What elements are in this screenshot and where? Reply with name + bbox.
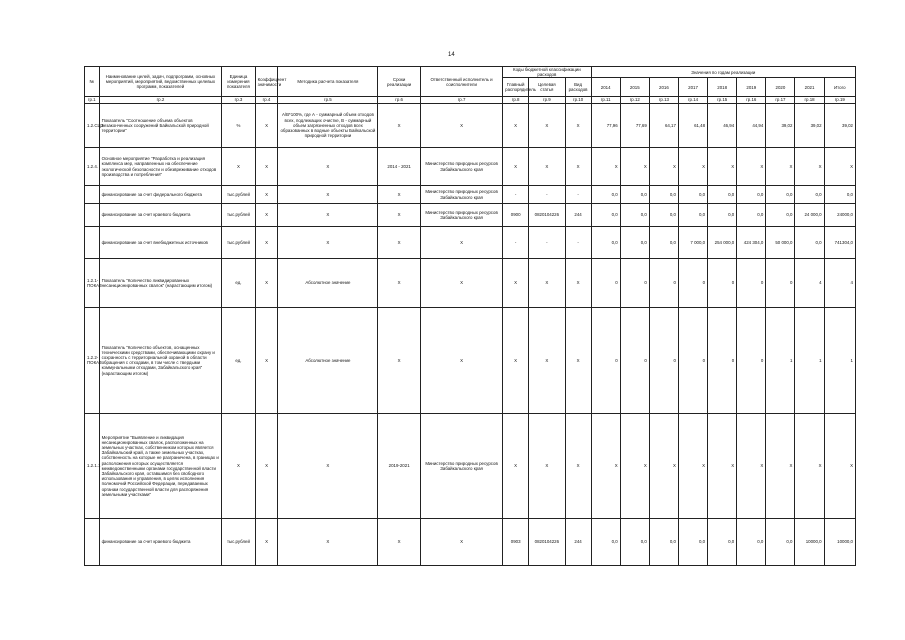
row-year-value: 0,0 bbox=[708, 185, 737, 203]
row-total: 39,02 bbox=[824, 103, 855, 148]
table-row bbox=[85, 204, 856, 226]
row-vr: Х bbox=[565, 259, 591, 308]
row-total: Х bbox=[824, 413, 855, 519]
row-year-value: Х bbox=[737, 413, 766, 519]
row-year-value: 0 bbox=[708, 307, 737, 413]
row-year-value: Х bbox=[620, 413, 649, 519]
header-budget-group: Коды бюджетной классификации расходов bbox=[503, 67, 591, 78]
row-year-value: 0,0 bbox=[795, 226, 824, 259]
table-row bbox=[85, 185, 856, 203]
row-kcsr: Х bbox=[529, 413, 565, 519]
row-year-value: Х bbox=[620, 148, 649, 186]
row-period: Х bbox=[378, 103, 421, 148]
row-number: 1.2.СЦЗ bbox=[85, 103, 100, 148]
table-body bbox=[85, 103, 856, 565]
row-number: 1.2.1-ПОКАЗ bbox=[85, 259, 100, 308]
row-number bbox=[85, 185, 100, 203]
row-year-value: 4 bbox=[795, 259, 824, 308]
row-vr: 244 bbox=[565, 204, 591, 226]
column-number: гр.16 bbox=[737, 97, 766, 103]
table-row bbox=[85, 259, 856, 308]
row-year-value: 46,94 bbox=[708, 103, 737, 148]
row-coefficient: Х bbox=[255, 103, 278, 148]
row-kcsr: 0820104226 bbox=[529, 204, 565, 226]
row-total: 741304,0 bbox=[824, 226, 855, 259]
row-coefficient: Х bbox=[255, 148, 278, 186]
row-coefficient: Х bbox=[255, 307, 278, 413]
row-year-value: Х bbox=[678, 413, 707, 519]
header-responsible: Ответственный исполнитель и соисполнители bbox=[420, 67, 502, 97]
header-total: Итого bbox=[824, 78, 855, 97]
row-vr: Х bbox=[565, 307, 591, 413]
row-grbs: Х bbox=[503, 307, 529, 413]
row-kcsr: Х bbox=[529, 259, 565, 308]
row-unit: ед. bbox=[222, 307, 255, 413]
row-year-value: Х bbox=[737, 148, 766, 186]
row-responsible: Х bbox=[420, 103, 502, 148]
column-number: гр.13 bbox=[649, 97, 678, 103]
row-name: финансирование за счет федерального бюджета bbox=[99, 185, 222, 203]
row-grbs: Х bbox=[503, 259, 529, 308]
row-year-value: 0,0 bbox=[795, 185, 824, 203]
row-grbs: 0903 bbox=[503, 519, 529, 566]
row-unit: ед. bbox=[222, 259, 255, 308]
row-year-value: Х bbox=[591, 148, 620, 186]
row-year-value: 0 bbox=[620, 259, 649, 308]
row-responsible: Министерство природных ресурсов Забайкальского края bbox=[420, 413, 502, 519]
row-year-value: 0,0 bbox=[591, 519, 620, 566]
row-vr: Х bbox=[565, 148, 591, 186]
row-year-value: 0,0 bbox=[678, 204, 707, 226]
row-method: Х bbox=[278, 519, 378, 566]
row-year-value: 0,0 bbox=[737, 519, 766, 566]
row-year-value: 0,0 bbox=[649, 226, 678, 259]
row-year-value: 0 bbox=[678, 259, 707, 308]
column-number: гр.8 bbox=[503, 97, 529, 103]
row-year-value: 77,69 bbox=[620, 103, 649, 148]
row-number bbox=[85, 204, 100, 226]
row-responsible: Х bbox=[420, 226, 502, 259]
row-year-value: 0,0 bbox=[708, 519, 737, 566]
row-year-value: Х bbox=[795, 413, 824, 519]
row-total: 4 bbox=[824, 259, 855, 308]
row-year-value: 0 bbox=[649, 259, 678, 308]
table-row bbox=[85, 519, 856, 566]
row-name: Показатель "Количество ликвидированных несанкционированных свалок" (нарастающим итогом) bbox=[99, 259, 222, 308]
program-table bbox=[84, 66, 856, 566]
header-vr: Вид расходов bbox=[565, 78, 591, 97]
row-name: Показатель "Соотношение объема объектов незаконченных сооружений Байкальской природной территории" bbox=[99, 103, 222, 148]
row-year-value: Х bbox=[766, 148, 795, 186]
header-year: 2021 bbox=[795, 78, 824, 97]
row-year-value: 0 bbox=[766, 259, 795, 308]
row-year-value: 61,48 bbox=[678, 103, 707, 148]
row-responsible: Х bbox=[420, 519, 502, 566]
row-grbs: - bbox=[503, 185, 529, 203]
row-number: 1.2.2-ПОКАЗ bbox=[85, 307, 100, 413]
header-year: 2018 bbox=[708, 78, 737, 97]
column-number: гр.1 bbox=[85, 97, 100, 103]
row-number bbox=[85, 519, 100, 566]
row-year-value: 254 000,0 bbox=[708, 226, 737, 259]
row-grbs: Х bbox=[503, 413, 529, 519]
row-year-value: 0,0 bbox=[737, 185, 766, 203]
row-method: Абсолютное значение bbox=[278, 259, 378, 308]
row-method: Х bbox=[278, 185, 378, 203]
row-name: финансирование за счет внебюджетных источников bbox=[99, 226, 222, 259]
row-year-value: 0,0 bbox=[678, 519, 707, 566]
row-method: Х bbox=[278, 226, 378, 259]
row-year-value: 10000,0 bbox=[795, 519, 824, 566]
page-number: 14 bbox=[448, 52, 455, 58]
header-year: 2020 bbox=[766, 78, 795, 97]
header-kcsr: Целевая статья bbox=[529, 78, 565, 97]
row-year-value: 77,96 bbox=[591, 103, 620, 148]
column-number: гр.12 bbox=[620, 97, 649, 103]
row-method: Х bbox=[278, 204, 378, 226]
row-year-value: 39,02 bbox=[795, 103, 824, 148]
row-year-value: 0,0 bbox=[620, 226, 649, 259]
row-year-value: 0 bbox=[591, 307, 620, 413]
row-period: 2019-2021 bbox=[378, 413, 421, 519]
row-period: Х bbox=[378, 307, 421, 413]
row-unit: тыс.рублей bbox=[222, 226, 255, 259]
row-kcsr: - bbox=[529, 185, 565, 203]
row-unit: тыс.рублей bbox=[222, 519, 255, 566]
header-period: Сроки реализации bbox=[378, 67, 421, 97]
row-year-value: Х bbox=[766, 413, 795, 519]
header-name: Наименование целей, задач, подпрограмм, основных мероприятий, мероприятий, ведомственных целевых программ, показателей bbox=[99, 67, 222, 97]
row-period: Х bbox=[378, 204, 421, 226]
row-period: 2014 - 2021 bbox=[378, 148, 421, 186]
column-number: гр.10 bbox=[565, 97, 591, 103]
row-method: Абсолютное значение bbox=[278, 307, 378, 413]
row-unit: % bbox=[222, 103, 255, 148]
table-row bbox=[85, 413, 856, 519]
row-kcsr: - bbox=[529, 226, 565, 259]
table-header bbox=[85, 67, 856, 104]
row-year-value: 0 bbox=[620, 307, 649, 413]
row-number: 1.2.1.1 bbox=[85, 413, 100, 519]
row-kcsr: Х bbox=[529, 103, 565, 148]
row-kcsr: Х bbox=[529, 307, 565, 413]
row-name: Мероприятие "Выявление и ликвидация несанкционированных свалок, расположенных на земельных участках, собственником которых является Забайкальский край, а также земельных участках, собственность на которые не разграничена, в границах и расположения которых осуществляется межведомственными органами государственной власти Забайкальского края, оставшимся без свободного использования и управления, в целях исполнения полномочий Российской Федерации, передаваемых органам государственной власти для распоряжения земельными участками" bbox=[99, 413, 222, 519]
header-num: № bbox=[85, 67, 100, 97]
row-year-value: 0,0 bbox=[708, 204, 737, 226]
row-total: Х bbox=[824, 148, 855, 186]
column-number: гр.11 bbox=[591, 97, 620, 103]
table-row bbox=[85, 226, 856, 259]
row-number: 1.2.4. bbox=[85, 148, 100, 186]
row-method: Х bbox=[278, 413, 378, 519]
row-unit: Х bbox=[222, 413, 255, 519]
row-period: Х bbox=[378, 519, 421, 566]
column-number: гр.2 bbox=[99, 97, 222, 103]
row-unit: Х bbox=[222, 148, 255, 186]
header-year: 2014 bbox=[591, 78, 620, 97]
column-number: гр.6 bbox=[378, 97, 421, 103]
row-responsible: Министерство природных ресурсов Забайкальского края bbox=[420, 148, 502, 186]
header-values-group: Значения по годам реализации bbox=[591, 67, 855, 78]
row-year-value: Х bbox=[708, 413, 737, 519]
row-year-value: Х bbox=[649, 148, 678, 186]
row-total: 1 bbox=[824, 307, 855, 413]
row-year-value: 1 bbox=[795, 307, 824, 413]
row-year-value: 0 bbox=[737, 307, 766, 413]
header-year: 2019 bbox=[737, 78, 766, 97]
row-coefficient: Х bbox=[255, 259, 278, 308]
row-vr: Х bbox=[565, 103, 591, 148]
column-number: гр.7 bbox=[420, 97, 502, 103]
row-vr: 244 bbox=[565, 519, 591, 566]
row-year-value: 0 bbox=[678, 307, 707, 413]
column-number: гр.18 bbox=[795, 97, 824, 103]
table-row bbox=[85, 103, 856, 148]
row-year-value: Х bbox=[591, 413, 620, 519]
row-name: Показатель "Количество объектов, оснащенных техническими средствами, обеспечивающими охрану и сохранность с территориальной охраной в области обращения с отходами, в том числе с твердыми коммунальными отходами, Забайкальского края" (нарастающим итогом) bbox=[99, 307, 222, 413]
row-vr: - bbox=[565, 226, 591, 259]
row-coefficient: Х bbox=[255, 204, 278, 226]
row-responsible: Х bbox=[420, 307, 502, 413]
row-year-value: 0,0 bbox=[678, 185, 707, 203]
row-period: Х bbox=[378, 185, 421, 203]
row-vr: Х bbox=[565, 413, 591, 519]
row-year-value: 0,0 bbox=[766, 519, 795, 566]
row-method: Х bbox=[278, 148, 378, 186]
row-year-value: 0 bbox=[591, 259, 620, 308]
row-year-value: 0,0 bbox=[649, 519, 678, 566]
row-grbs: 0900 bbox=[503, 204, 529, 226]
column-number: гр.4 bbox=[255, 97, 278, 103]
row-responsible: Х bbox=[420, 259, 502, 308]
row-year-value: 50 000,0 bbox=[766, 226, 795, 259]
row-year-value: 0,0 bbox=[620, 204, 649, 226]
row-unit: тыс.рублей bbox=[222, 204, 255, 226]
row-year-value: 1 bbox=[766, 307, 795, 413]
row-name: Основное мероприятие "Разработка и реализация комплекса мер, направленных на обеспечение экологической безопасности и обезвреживание отходов производства и потребления" bbox=[99, 148, 222, 186]
row-number bbox=[85, 226, 100, 259]
column-number: гр.9 bbox=[529, 97, 565, 103]
row-name: финансирование за счет краевого бюджета bbox=[99, 204, 222, 226]
row-year-value: 0,0 bbox=[591, 185, 620, 203]
row-year-value: 64,17 bbox=[649, 103, 678, 148]
row-year-value: Х bbox=[649, 413, 678, 519]
row-grbs: Х bbox=[503, 148, 529, 186]
row-year-value: 0,0 bbox=[591, 226, 620, 259]
row-coefficient: Х bbox=[255, 413, 278, 519]
header-method: Методика расчета показателя bbox=[278, 67, 378, 97]
row-year-value: 7 000,0 bbox=[678, 226, 707, 259]
column-number: гр.17 bbox=[766, 97, 795, 103]
row-kcsr: Х bbox=[529, 148, 565, 186]
header-year: 2015 bbox=[620, 78, 649, 97]
row-period: Х bbox=[378, 259, 421, 308]
row-year-value: 0,0 bbox=[766, 185, 795, 203]
row-coefficient: Х bbox=[255, 519, 278, 566]
row-year-value: 0 bbox=[737, 259, 766, 308]
row-grbs: Х bbox=[503, 103, 529, 148]
column-number: гр.14 bbox=[678, 97, 707, 103]
table-row bbox=[85, 148, 856, 186]
row-coefficient: Х bbox=[255, 185, 278, 203]
row-kcsr: 0820104226 bbox=[529, 519, 565, 566]
row-year-value: 0,0 bbox=[649, 204, 678, 226]
row-year-value: 0,0 bbox=[620, 185, 649, 203]
row-name: финансирование за счет краевого бюджета bbox=[99, 519, 222, 566]
row-year-value: 0,0 bbox=[591, 204, 620, 226]
column-number: гр.5 bbox=[278, 97, 378, 103]
row-coefficient: Х bbox=[255, 226, 278, 259]
row-method: А/В*100%, где А - суммарный объем отходов всех, подлежащих очистке, В - суммарный объем загрязненных отходов всех образованных в водные объекты Байкальской природной территории bbox=[278, 103, 378, 148]
row-total: 10000,0 bbox=[824, 519, 855, 566]
header-unit: Единица измерения показателя bbox=[222, 67, 255, 97]
row-responsible: Министерство природных ресурсов Забайкальского края bbox=[420, 185, 502, 203]
column-number: гр.15 bbox=[708, 97, 737, 103]
row-grbs: - bbox=[503, 226, 529, 259]
row-year-value: Х bbox=[795, 148, 824, 186]
row-year-value: 0,0 bbox=[620, 519, 649, 566]
row-responsible: Министерство природных ресурсов Забайкальского края bbox=[420, 204, 502, 226]
table-row bbox=[85, 307, 856, 413]
row-year-value: 0,0 bbox=[737, 204, 766, 226]
row-vr: - bbox=[565, 185, 591, 203]
row-unit: тыс.рублей bbox=[222, 185, 255, 203]
header-year: 2016 bbox=[649, 78, 678, 97]
header-coef: Коэффициент значимости bbox=[255, 67, 278, 97]
row-year-value: 424 304,0 bbox=[737, 226, 766, 259]
row-year-value: Х bbox=[678, 148, 707, 186]
row-total: 0,0 bbox=[824, 185, 855, 203]
row-year-value: 0,0 bbox=[649, 185, 678, 203]
column-number: гр.19 bbox=[824, 97, 855, 103]
row-year-value: 39,02 bbox=[766, 103, 795, 148]
row-year-value: 0 bbox=[708, 259, 737, 308]
header-grbs: Главный распорядитель bbox=[503, 78, 529, 97]
column-number: гр.3 bbox=[222, 97, 255, 103]
row-year-value: 0,0 bbox=[766, 204, 795, 226]
row-year-value: Х bbox=[708, 148, 737, 186]
row-year-value: 24 000,0 bbox=[795, 204, 824, 226]
row-year-value: 44,94 bbox=[737, 103, 766, 148]
header-year: 2017 bbox=[678, 78, 707, 97]
row-total: 24000,0 bbox=[824, 204, 855, 226]
row-period: Х bbox=[378, 226, 421, 259]
row-year-value: 0 bbox=[649, 307, 678, 413]
